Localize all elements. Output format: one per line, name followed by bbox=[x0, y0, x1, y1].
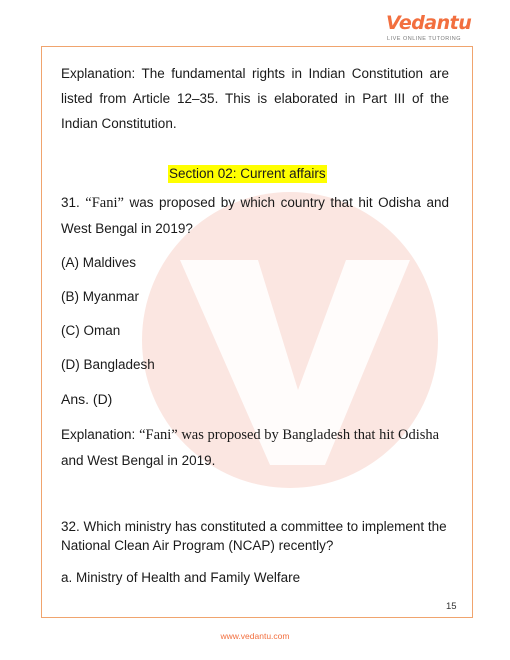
logo-tagline: LIVE ONLINE TUTORING bbox=[387, 36, 461, 42]
q31-explanation-end: and West Bengal in 2019. bbox=[61, 453, 216, 468]
q31-prefix: 31. bbox=[61, 195, 86, 210]
q31-option-c: (C) Oman bbox=[61, 323, 121, 338]
q31-quoted-term: “Fani” bbox=[85, 195, 124, 211]
q31-option-a: (A) Maldives bbox=[61, 255, 137, 270]
vedantu-logo bbox=[386, 12, 486, 48]
q31-option-b: (B) Myanmar bbox=[61, 289, 140, 304]
q31-question-text: was proposed by which country that hit Odisha and West Bengal in 2019? bbox=[61, 195, 449, 236]
section-heading: Section 02: Current affairs bbox=[169, 166, 326, 181]
q31-explanation bbox=[61, 422, 449, 448]
q31-explanation-label: Explanation: bbox=[61, 427, 140, 442]
question-31 bbox=[61, 190, 449, 241]
q31-answer: Ans. (D) bbox=[61, 391, 113, 407]
q31-explanation-serif: “Fani” was proposed by Bangladesh that hit Odisha bbox=[139, 427, 440, 443]
footer-url-link[interactable]: www.vedantu.com bbox=[220, 631, 290, 641]
logo-wordmark: Vedantu bbox=[386, 12, 472, 34]
q31-option-d: (D) Bangladesh bbox=[61, 357, 155, 372]
previous-explanation: Explanation: The fundamental rights in Indian Constitution are listed from Article 12–35. This is elaborated in Part III of the Indian Constitution. bbox=[61, 66, 449, 131]
question-32: 32. Which ministry has constituted a committee to implement the National Clean Air Program (NCAP) recently? bbox=[61, 519, 447, 553]
q32-option-a: a. Ministry of Health and Family Welfare bbox=[61, 570, 301, 585]
page-number: 15 bbox=[446, 601, 457, 612]
